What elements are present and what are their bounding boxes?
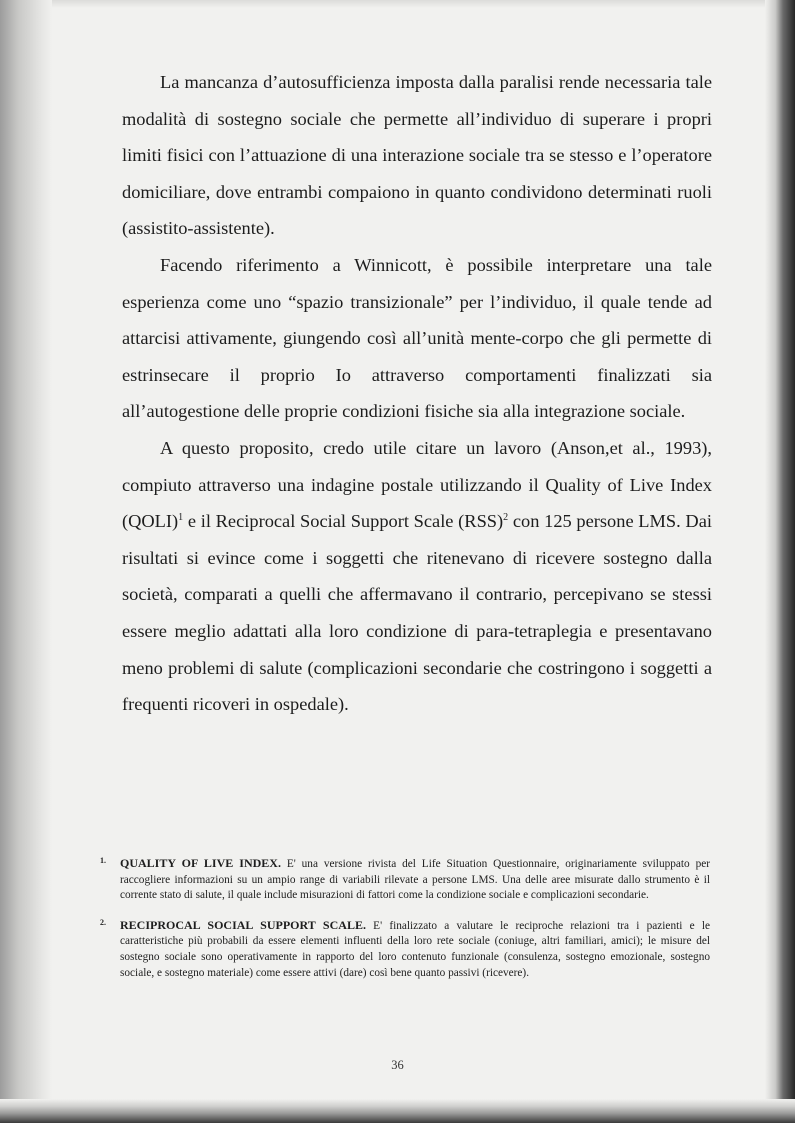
scan-edge-right [765,0,795,1123]
body-text [122,64,712,723]
footnote-2-title: RECIPROCAL SOCIAL SUPPORT SCALE. [120,917,366,932]
footnote-1-marker: 1. [100,856,106,865]
paragraph-2: Facendo riferimento a Winnicott, è possibile interpretare una tale esperienza come uno “spazio transizionale” per l’individuo, il quale tende ad attarcisi attivamente, giungendo così all’unità mente-corpo che gli permette di estrinsecare il proprio Io attraverso comportamenti finalizzati sia all’autogestione delle proprie condizioni fisiche sia alla integrazione sociale. [122,254,712,422]
footnote-1-text: E' una versione rivista del Life Situation Questionnaire, originariamente sviluppato per raccogliere informazioni su un ampio range di variabili rilevate a persone LMS. Una delle aree misurate dallo strumento è il corrente stato di salute, il quale include misurazioni di fattori come la condizione sociale e complicazioni secondarie. [120,858,710,902]
footnote-2 [100,918,710,981]
footnote-1 [100,856,710,904]
paragraph-3 [122,430,712,723]
paragraph-3-part-3: con 125 persone LMS. Dai risultati si evince come i soggetti che ritenevano di ricevere sostegno dalla società, comparati a quelli che affermavano il contrario, percepivano se stessi essere meglio adattati alla loro condizione di para-tetraplegia e presentavano meno problemi di salute (complicazioni secondarie che costringono i soggetti a frequenti ricoveri in ospedale). [122,511,712,715]
paragraph-3-part-2: e il Reciprocal Social Support Scale (RSS) [183,511,504,532]
footnote-ref-1: 1 [178,512,184,523]
scan-edge-bottom [0,1099,795,1123]
scan-edge-left [0,0,52,1123]
footnote-ref-2: 2 [503,512,509,523]
paragraph-1: La mancanza d’autosufficienza imposta dalla paralisi rende necessaria tale modalità di sostegno sociale che permette all’individuo di superare i propri limiti fisici con l’attuazione di una interazione sociale tra se stesso e l’operatore domiciliare, dove entrambi compaiono in quanto condividono determinati ruoli (assistito-assistente). [122,72,712,239]
footnotes [100,856,710,995]
footnote-2-text: E' finalizzato a valutare le reciproche relazioni tra i pazienti e le caratteristiche più probabili da essere elementi influenti della loro rete sociale (coniuge, altri familiari, amici); le misure del sostegno sociale sono operativamente in rapporto del loro contenuto funzionale (consulenza, sostegno emozionale, sostegno sociale, e sostegno materiale) come essere attivi (dare) così bene quanto passivi (ricevere). [120,919,710,979]
paragraph-3-part-1: A questo proposito, credo utile citare un lavoro (Anson,et al., 1993), compiuto attraverso una indagine postale utilizzando il Quality of Live Index (QOLI) [122,437,712,532]
footnote-1-title: QUALITY OF LIVE INDEX. [120,856,281,870]
footnote-2-marker: 2. [100,917,106,927]
scan-edge-top [0,0,795,8]
page-number: 36 [391,1058,404,1072]
